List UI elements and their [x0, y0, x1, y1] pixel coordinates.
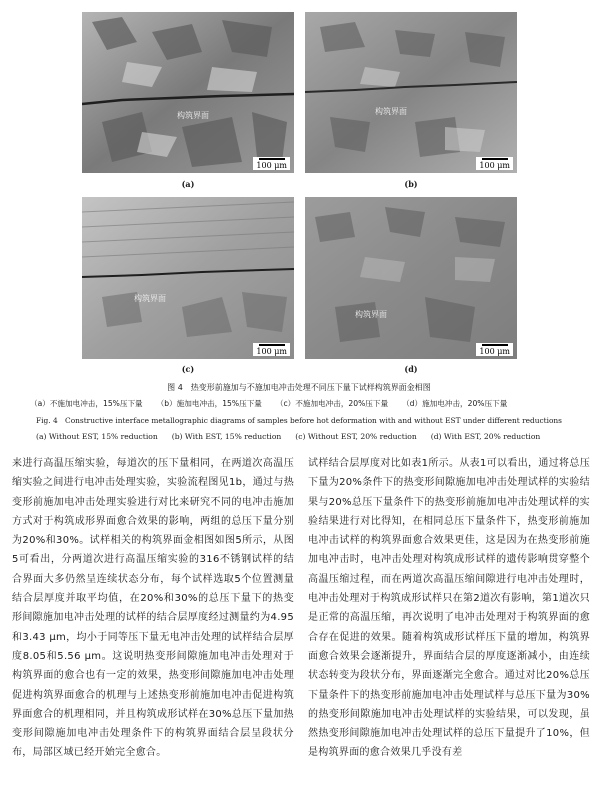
- subcaption-cn-a: （a）不施加电冲击，15%压下量: [30, 399, 143, 408]
- micrograph-image-c: [82, 197, 294, 359]
- scale-bar: 100 μm: [476, 343, 513, 356]
- interface-label: 构筑界面: [134, 294, 166, 303]
- body-left-column: 来进行高温压缩实验，每道次的压下量相同，在两道次高温压缩实验之间进行电冲击处理实验，实验流程图见1b，通过与热变形前施加电冲击处理实验进行对比来研究不同的电冲击施加方式对于构筑成形界面愈合效果的影响，两组的总压下量分别为20%和30%。试样相关的构筑界面金相图如图5所示，从图5可看出，分两道次进行高温压缩实验的316不锈钢试样的结合界面大多仍然呈连续状态分布，每个试样选取5个位置测量结合层厚度并取平均值，在20%和30%的总压下量下的热变形间隙施加电冲击处理的试样的结合层厚度经过测量约为4.95和3.43 μm，均小于同等压下量无电冲击处理的试样结合层厚度8.05和5.56 μm。这说明热变形间隙施加电冲击处理对于构筑界面的愈合也有一定的效果，热变形间隙施加电冲击处理促进构筑界面愈合的机理与上述热变形前施加电冲击促进构筑界面愈合的机理相同，并且构筑成形试样在30%总压下量加热变形间隙施加电冲击处理条件下的构筑界面结合层呈段状分布，局部区域已经开始完全愈合。: [12, 458, 294, 759]
- interface-label: 构筑界面: [355, 310, 387, 319]
- micrograph-image-a: [82, 12, 294, 173]
- interface-label: 构筑界面: [375, 107, 407, 116]
- figure-caption-en: Fig. 4 Constructive interface metallographic diagrams of samples before hot deformation with and without EST under different reductions: [36, 416, 562, 425]
- subcaption-en-a: (a) Without EST, 15% reduction: [36, 432, 158, 441]
- scale-bar: 100 μm: [253, 157, 290, 170]
- subcaptions-en: [36, 432, 596, 442]
- subcaption-en-c: (c) Without EST, 20% reduction: [295, 432, 417, 441]
- micrograph-panel-b: [305, 12, 517, 173]
- micrograph-panel-a: [82, 12, 294, 173]
- interface-label: 构筑界面: [177, 111, 209, 120]
- scale-bar: 100 μm: [476, 157, 513, 170]
- subcaption-en-d: (d) With EST, 20% reduction: [430, 432, 541, 441]
- subcaption-cn-c: （c）不施加电冲击，20%压下量: [275, 399, 389, 408]
- subcaption-cn-b: （b）施加电冲击，15%压下量: [156, 399, 262, 408]
- micrograph-image-d: [305, 197, 517, 359]
- figure-caption-cn: 图 4 热变形前施加与不施加电冲击处理不同压下量下试样构筑界面金相图: [167, 383, 431, 392]
- panel-letter-b: (b): [404, 179, 418, 189]
- subcaption-cn-d: （d）施加电冲击，20%压下量: [402, 399, 508, 408]
- micrograph-panel-c: [82, 197, 294, 359]
- body-right-column: 试样结合层厚度对比如表1所示。从表1可以看出，通过将总压下量为20%条件下的热变形间隙施加电冲击处理试样的实验结果与20%总压下量条件下的热变形前施加电冲击处理试样的实验结果进行对比得知，在相同总压下量条件下，热变形前施加电冲击试样的构筑界面愈合效果更佳，这是因为在热变形前施加电冲击时，电冲击处理对构筑成形试样的遗传影响贯穿整个高温压缩过程，而在两道次高温压缩间隙进行电冲击处理时，电冲击处理对于构筑成形试样只在第2道次有影响，第1道次只是正常的高温压缩，再次说明了电冲击处理对于构筑界面的愈合存在促进的效果。随着构筑成形试样压下量的增加，构筑界面愈合效果会逐渐提升，界面结合层的厚度逐渐减小，由连续状态转变为段状分布，界面逐渐完全愈合。通过对比20%总压下量条件下的热变形前施加电冲击处理试样与总压下量为30%的热变形间隙施加电冲击处理试样的实验结果，可以发现，虽然热变形间隙施加电冲击处理试样的总压下量提升了10%，但是构筑界面的愈合效果几乎没有差: [308, 458, 590, 759]
- subcaptions-cn: [30, 399, 590, 409]
- micrograph-image-b: [305, 12, 517, 173]
- scale-bar: 100 μm: [253, 343, 290, 356]
- panel-letter-d: (d): [404, 364, 418, 374]
- subcaption-en-b: (b) With EST, 15% reduction: [171, 432, 282, 441]
- panel-letter-c: (c): [181, 364, 195, 374]
- panel-letter-a: (a): [181, 179, 195, 189]
- micrograph-panel-d: [305, 197, 517, 359]
